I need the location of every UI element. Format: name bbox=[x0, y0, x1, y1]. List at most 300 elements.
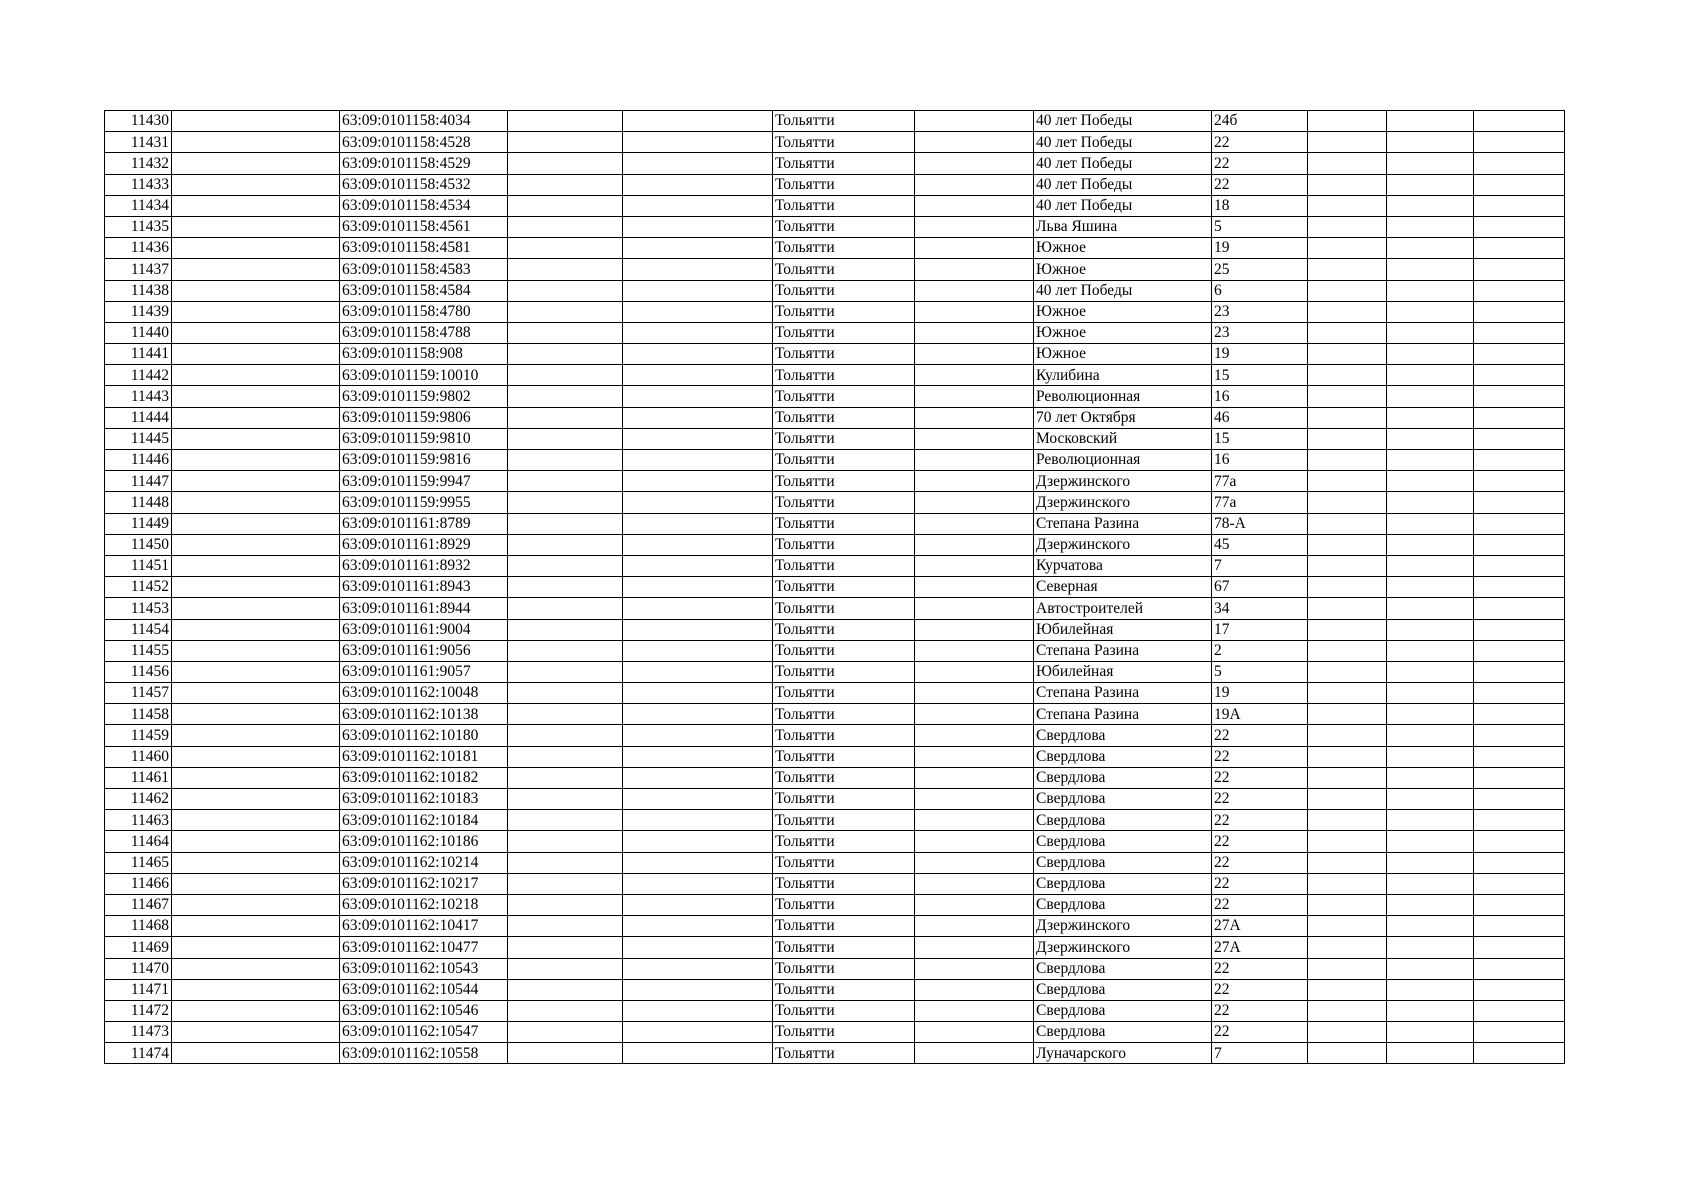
empty-cell bbox=[623, 1000, 773, 1021]
empty-cell bbox=[623, 746, 773, 767]
empty-cell bbox=[508, 1000, 623, 1021]
city-cell: Тольятти bbox=[773, 873, 915, 894]
empty-cell bbox=[623, 153, 773, 174]
row-number-cell: 11474 bbox=[105, 1043, 172, 1064]
empty-cell bbox=[1474, 1000, 1565, 1021]
empty-cell bbox=[508, 810, 623, 831]
empty-cell bbox=[915, 873, 1034, 894]
empty-cell bbox=[1387, 598, 1474, 619]
city-cell: Тольятти bbox=[773, 450, 915, 471]
empty-cell bbox=[1474, 428, 1565, 449]
empty-cell bbox=[1308, 725, 1387, 746]
empty-cell bbox=[915, 322, 1034, 343]
city-cell: Тольятти bbox=[773, 132, 915, 153]
street-cell: Московский bbox=[1034, 428, 1212, 449]
row-number-cell: 11434 bbox=[105, 195, 172, 216]
house-number-cell: 22 bbox=[1212, 725, 1308, 746]
empty-cell bbox=[915, 767, 1034, 788]
empty-cell bbox=[915, 619, 1034, 640]
city-cell: Тольятти bbox=[773, 259, 915, 280]
empty-cell bbox=[1308, 111, 1387, 132]
house-number-cell: 22 bbox=[1212, 810, 1308, 831]
empty-cell bbox=[1308, 513, 1387, 534]
cadastral-number-cell: 63:09:0101162:10138 bbox=[340, 704, 508, 725]
city-cell: Тольятти bbox=[773, 322, 915, 343]
table-row bbox=[105, 725, 1565, 746]
street-cell: Южное bbox=[1034, 259, 1212, 280]
empty-cell bbox=[623, 555, 773, 576]
street-cell: Степана Разина bbox=[1034, 704, 1212, 725]
city-cell: Тольятти bbox=[773, 937, 915, 958]
empty-cell bbox=[915, 852, 1034, 873]
city-cell: Тольятти bbox=[773, 428, 915, 449]
empty-cell bbox=[1387, 534, 1474, 555]
empty-cell bbox=[623, 386, 773, 407]
house-number-cell: 27А bbox=[1212, 937, 1308, 958]
house-number-cell: 7 bbox=[1212, 555, 1308, 576]
row-number-cell: 11443 bbox=[105, 386, 172, 407]
empty-cell bbox=[172, 344, 340, 365]
cadastral-number-cell: 63:09:0101162:10543 bbox=[340, 958, 508, 979]
empty-cell bbox=[1387, 280, 1474, 301]
house-number-cell: 22 bbox=[1212, 979, 1308, 1000]
table-row bbox=[105, 831, 1565, 852]
empty-cell bbox=[1308, 471, 1387, 492]
empty-cell bbox=[172, 789, 340, 810]
empty-cell bbox=[1474, 704, 1565, 725]
row-number-cell: 11459 bbox=[105, 725, 172, 746]
cadastral-number-cell: 63:09:0101159:9955 bbox=[340, 492, 508, 513]
city-cell: Тольятти bbox=[773, 365, 915, 386]
street-cell: Свердлова bbox=[1034, 746, 1212, 767]
table-row bbox=[105, 1043, 1565, 1064]
empty-cell bbox=[508, 492, 623, 513]
empty-cell bbox=[623, 767, 773, 788]
house-number-cell: 22 bbox=[1212, 789, 1308, 810]
empty-cell bbox=[172, 365, 340, 386]
empty-cell bbox=[915, 916, 1034, 937]
city-cell: Тольятти bbox=[773, 831, 915, 852]
empty-cell bbox=[508, 873, 623, 894]
row-number-cell: 11468 bbox=[105, 916, 172, 937]
empty-cell bbox=[623, 894, 773, 915]
empty-cell bbox=[1474, 259, 1565, 280]
table-row bbox=[105, 174, 1565, 195]
empty-cell bbox=[508, 195, 623, 216]
empty-cell bbox=[1308, 534, 1387, 555]
street-cell: Революционная bbox=[1034, 386, 1212, 407]
street-cell: Степана Разина bbox=[1034, 513, 1212, 534]
table-row bbox=[105, 746, 1565, 767]
empty-cell bbox=[508, 937, 623, 958]
cadastral-number-cell: 63:09:0101161:8932 bbox=[340, 555, 508, 576]
table-row bbox=[105, 428, 1565, 449]
row-number-cell: 11469 bbox=[105, 937, 172, 958]
cadastral-number-cell: 63:09:0101161:8929 bbox=[340, 534, 508, 555]
empty-cell bbox=[1387, 1000, 1474, 1021]
cadastral-number-cell: 63:09:0101162:10217 bbox=[340, 873, 508, 894]
house-number-cell: 15 bbox=[1212, 428, 1308, 449]
house-number-cell: 22 bbox=[1212, 831, 1308, 852]
empty-cell bbox=[508, 619, 623, 640]
empty-cell bbox=[1474, 513, 1565, 534]
empty-cell bbox=[508, 746, 623, 767]
street-cell: 40 лет Победы bbox=[1034, 174, 1212, 195]
cadastral-number-cell: 63:09:0101162:10544 bbox=[340, 979, 508, 1000]
empty-cell bbox=[915, 704, 1034, 725]
street-cell: Дзержинского bbox=[1034, 534, 1212, 555]
empty-cell bbox=[915, 111, 1034, 132]
table-row bbox=[105, 301, 1565, 322]
street-cell: Луначарского bbox=[1034, 1043, 1212, 1064]
empty-cell bbox=[1308, 555, 1387, 576]
table-row bbox=[105, 979, 1565, 1000]
city-cell: Тольятти bbox=[773, 153, 915, 174]
table-row bbox=[105, 111, 1565, 132]
empty-cell bbox=[172, 195, 340, 216]
table-row bbox=[105, 216, 1565, 237]
empty-cell bbox=[1474, 831, 1565, 852]
row-number-cell: 11460 bbox=[105, 746, 172, 767]
empty-cell bbox=[172, 216, 340, 237]
street-cell: Юбилейная bbox=[1034, 619, 1212, 640]
row-number-cell: 11464 bbox=[105, 831, 172, 852]
street-cell: Свердлова bbox=[1034, 831, 1212, 852]
empty-cell bbox=[915, 534, 1034, 555]
table-row bbox=[105, 873, 1565, 894]
empty-cell bbox=[508, 216, 623, 237]
cadastral-number-cell: 63:09:0101162:10182 bbox=[340, 767, 508, 788]
empty-cell bbox=[172, 598, 340, 619]
empty-cell bbox=[1474, 344, 1565, 365]
empty-cell bbox=[1308, 619, 1387, 640]
empty-cell bbox=[508, 513, 623, 534]
empty-cell bbox=[1474, 640, 1565, 661]
house-number-cell: 22 bbox=[1212, 873, 1308, 894]
empty-cell bbox=[1387, 661, 1474, 682]
empty-cell bbox=[1308, 428, 1387, 449]
house-number-cell: 19А bbox=[1212, 704, 1308, 725]
empty-cell bbox=[172, 153, 340, 174]
empty-cell bbox=[1308, 216, 1387, 237]
empty-cell bbox=[172, 322, 340, 343]
row-number-cell: 11446 bbox=[105, 450, 172, 471]
street-cell: 40 лет Победы bbox=[1034, 195, 1212, 216]
empty-cell bbox=[172, 280, 340, 301]
cadastral-number-cell: 63:09:0101162:10218 bbox=[340, 894, 508, 915]
row-number-cell: 11450 bbox=[105, 534, 172, 555]
street-cell: Южное bbox=[1034, 322, 1212, 343]
empty-cell bbox=[1474, 852, 1565, 873]
empty-cell bbox=[623, 428, 773, 449]
empty-cell bbox=[1387, 195, 1474, 216]
empty-cell bbox=[508, 365, 623, 386]
city-cell: Тольятти bbox=[773, 577, 915, 598]
empty-cell bbox=[172, 428, 340, 449]
row-number-cell: 11437 bbox=[105, 259, 172, 280]
table-row bbox=[105, 513, 1565, 534]
city-cell: Тольятти bbox=[773, 301, 915, 322]
empty-cell bbox=[623, 471, 773, 492]
empty-cell bbox=[508, 111, 623, 132]
house-number-cell: 5 bbox=[1212, 661, 1308, 682]
empty-cell bbox=[1387, 810, 1474, 831]
table-row bbox=[105, 492, 1565, 513]
empty-cell bbox=[915, 492, 1034, 513]
empty-cell bbox=[1387, 916, 1474, 937]
house-number-cell: 22 bbox=[1212, 958, 1308, 979]
table-row bbox=[105, 704, 1565, 725]
city-cell: Тольятти bbox=[773, 725, 915, 746]
street-cell: Юбилейная bbox=[1034, 661, 1212, 682]
table-row bbox=[105, 683, 1565, 704]
empty-cell bbox=[1308, 831, 1387, 852]
empty-cell bbox=[1387, 386, 1474, 407]
cadastral-number-cell: 63:09:0101159:9802 bbox=[340, 386, 508, 407]
empty-cell bbox=[915, 174, 1034, 195]
row-number-cell: 11431 bbox=[105, 132, 172, 153]
empty-cell bbox=[1474, 238, 1565, 259]
empty-cell bbox=[1308, 492, 1387, 513]
empty-cell bbox=[1474, 598, 1565, 619]
empty-cell bbox=[1474, 958, 1565, 979]
empty-cell bbox=[1308, 767, 1387, 788]
empty-cell bbox=[915, 450, 1034, 471]
empty-cell bbox=[172, 683, 340, 704]
house-number-cell: 78-А bbox=[1212, 513, 1308, 534]
empty-cell bbox=[1387, 725, 1474, 746]
street-cell: Свердлова bbox=[1034, 789, 1212, 810]
cadastral-number-cell: 63:09:0101158:4529 bbox=[340, 153, 508, 174]
empty-cell bbox=[1308, 174, 1387, 195]
empty-cell bbox=[1387, 831, 1474, 852]
table-row bbox=[105, 577, 1565, 598]
empty-cell bbox=[1308, 916, 1387, 937]
empty-cell bbox=[508, 1043, 623, 1064]
cadastral-number-cell: 63:09:0101161:8789 bbox=[340, 513, 508, 534]
empty-cell bbox=[172, 238, 340, 259]
empty-cell bbox=[508, 894, 623, 915]
table-row bbox=[105, 132, 1565, 153]
table-row bbox=[105, 534, 1565, 555]
empty-cell bbox=[915, 365, 1034, 386]
city-cell: Тольятти bbox=[773, 894, 915, 915]
row-number-cell: 11438 bbox=[105, 280, 172, 301]
city-cell: Тольятти bbox=[773, 810, 915, 831]
empty-cell bbox=[508, 767, 623, 788]
empty-cell bbox=[508, 534, 623, 555]
empty-cell bbox=[1474, 195, 1565, 216]
row-number-cell: 11444 bbox=[105, 407, 172, 428]
empty-cell bbox=[1387, 450, 1474, 471]
house-number-cell: 23 bbox=[1212, 322, 1308, 343]
empty-cell bbox=[1387, 132, 1474, 153]
house-number-cell: 22 bbox=[1212, 153, 1308, 174]
empty-cell bbox=[1474, 386, 1565, 407]
house-number-cell: 22 bbox=[1212, 746, 1308, 767]
empty-cell bbox=[508, 428, 623, 449]
empty-cell bbox=[1387, 259, 1474, 280]
empty-cell bbox=[1474, 365, 1565, 386]
empty-cell bbox=[623, 322, 773, 343]
empty-cell bbox=[1474, 873, 1565, 894]
empty-cell bbox=[1308, 704, 1387, 725]
row-number-cell: 11440 bbox=[105, 322, 172, 343]
empty-cell bbox=[623, 873, 773, 894]
empty-cell bbox=[623, 683, 773, 704]
empty-cell bbox=[1387, 704, 1474, 725]
empty-cell bbox=[172, 259, 340, 280]
empty-cell bbox=[623, 450, 773, 471]
empty-cell bbox=[1387, 407, 1474, 428]
empty-cell bbox=[623, 534, 773, 555]
street-cell: Свердлова bbox=[1034, 894, 1212, 915]
street-cell: Революционная bbox=[1034, 450, 1212, 471]
street-cell: Дзержинского bbox=[1034, 471, 1212, 492]
house-number-cell: 6 bbox=[1212, 280, 1308, 301]
empty-cell bbox=[915, 280, 1034, 301]
street-cell: Южное bbox=[1034, 301, 1212, 322]
table-row bbox=[105, 619, 1565, 640]
street-cell: Кулибина bbox=[1034, 365, 1212, 386]
cadastral-number-cell: 63:09:0101162:10181 bbox=[340, 746, 508, 767]
empty-cell bbox=[1308, 1043, 1387, 1064]
empty-cell bbox=[1387, 1022, 1474, 1043]
city-cell: Тольятти bbox=[773, 195, 915, 216]
empty-cell bbox=[1308, 894, 1387, 915]
empty-cell bbox=[172, 301, 340, 322]
table-row bbox=[105, 386, 1565, 407]
street-cell: Степана Разина bbox=[1034, 640, 1212, 661]
empty-cell bbox=[508, 661, 623, 682]
empty-cell bbox=[1387, 238, 1474, 259]
empty-cell bbox=[1387, 789, 1474, 810]
empty-cell bbox=[508, 979, 623, 1000]
empty-cell bbox=[915, 153, 1034, 174]
street-cell: Свердлова bbox=[1034, 810, 1212, 831]
street-cell: Свердлова bbox=[1034, 725, 1212, 746]
empty-cell bbox=[508, 640, 623, 661]
house-number-cell: 16 bbox=[1212, 386, 1308, 407]
empty-cell bbox=[1308, 1000, 1387, 1021]
empty-cell bbox=[172, 661, 340, 682]
street-cell: Дзержинского bbox=[1034, 916, 1212, 937]
empty-cell bbox=[508, 577, 623, 598]
street-cell: Свердлова bbox=[1034, 767, 1212, 788]
city-cell: Тольятти bbox=[773, 555, 915, 576]
empty-cell bbox=[172, 704, 340, 725]
table-row bbox=[105, 259, 1565, 280]
table-row bbox=[105, 1022, 1565, 1043]
empty-cell bbox=[1387, 619, 1474, 640]
street-cell: 70 лет Октября bbox=[1034, 407, 1212, 428]
empty-cell bbox=[1387, 958, 1474, 979]
cadastral-number-cell: 63:09:0101162:10547 bbox=[340, 1022, 508, 1043]
empty-cell bbox=[623, 810, 773, 831]
empty-cell bbox=[623, 979, 773, 1000]
empty-cell bbox=[1308, 852, 1387, 873]
empty-cell bbox=[915, 958, 1034, 979]
empty-cell bbox=[1387, 471, 1474, 492]
table-row bbox=[105, 450, 1565, 471]
empty-cell bbox=[915, 1000, 1034, 1021]
empty-cell bbox=[1474, 132, 1565, 153]
empty-cell bbox=[1387, 979, 1474, 1000]
house-number-cell: 22 bbox=[1212, 1022, 1308, 1043]
empty-cell bbox=[1387, 577, 1474, 598]
empty-cell bbox=[508, 386, 623, 407]
empty-cell bbox=[1387, 640, 1474, 661]
empty-cell bbox=[1387, 873, 1474, 894]
empty-cell bbox=[172, 1022, 340, 1043]
empty-cell bbox=[1474, 555, 1565, 576]
empty-cell bbox=[915, 640, 1034, 661]
empty-cell bbox=[172, 174, 340, 195]
house-number-cell: 77а bbox=[1212, 492, 1308, 513]
empty-cell bbox=[1387, 301, 1474, 322]
empty-cell bbox=[1474, 979, 1565, 1000]
empty-cell bbox=[172, 852, 340, 873]
empty-cell bbox=[1308, 789, 1387, 810]
city-cell: Тольятти bbox=[773, 746, 915, 767]
empty-cell bbox=[915, 195, 1034, 216]
street-cell: 40 лет Победы bbox=[1034, 280, 1212, 301]
empty-cell bbox=[172, 534, 340, 555]
empty-cell bbox=[915, 238, 1034, 259]
empty-cell bbox=[1308, 301, 1387, 322]
city-cell: Тольятти bbox=[773, 789, 915, 810]
empty-cell bbox=[508, 958, 623, 979]
empty-cell bbox=[1474, 725, 1565, 746]
empty-cell bbox=[1308, 238, 1387, 259]
empty-cell bbox=[915, 513, 1034, 534]
empty-cell bbox=[508, 174, 623, 195]
city-cell: Тольятти bbox=[773, 916, 915, 937]
street-cell: 40 лет Победы bbox=[1034, 132, 1212, 153]
empty-cell bbox=[915, 471, 1034, 492]
empty-cell bbox=[172, 1000, 340, 1021]
house-number-cell: 19 bbox=[1212, 344, 1308, 365]
empty-cell bbox=[1474, 216, 1565, 237]
empty-cell bbox=[172, 111, 340, 132]
empty-cell bbox=[1387, 894, 1474, 915]
empty-cell bbox=[508, 238, 623, 259]
empty-cell bbox=[623, 937, 773, 958]
empty-cell bbox=[1308, 322, 1387, 343]
empty-cell bbox=[508, 132, 623, 153]
registry-body bbox=[105, 111, 1565, 1064]
street-cell: Льва Яшина bbox=[1034, 216, 1212, 237]
street-cell: Свердлова bbox=[1034, 1000, 1212, 1021]
empty-cell bbox=[1474, 301, 1565, 322]
row-number-cell: 11447 bbox=[105, 471, 172, 492]
empty-cell bbox=[1308, 683, 1387, 704]
cadastral-number-cell: 63:09:0101161:9056 bbox=[340, 640, 508, 661]
empty-cell bbox=[1474, 174, 1565, 195]
empty-cell bbox=[1474, 916, 1565, 937]
row-number-cell: 11449 bbox=[105, 513, 172, 534]
empty-cell bbox=[915, 598, 1034, 619]
empty-cell bbox=[623, 789, 773, 810]
empty-cell bbox=[915, 1022, 1034, 1043]
city-cell: Тольятти bbox=[773, 852, 915, 873]
empty-cell bbox=[1474, 767, 1565, 788]
empty-cell bbox=[623, 238, 773, 259]
empty-cell bbox=[915, 1043, 1034, 1064]
street-cell: Дзержинского bbox=[1034, 492, 1212, 513]
empty-cell bbox=[1387, 852, 1474, 873]
house-number-cell: 46 bbox=[1212, 407, 1308, 428]
